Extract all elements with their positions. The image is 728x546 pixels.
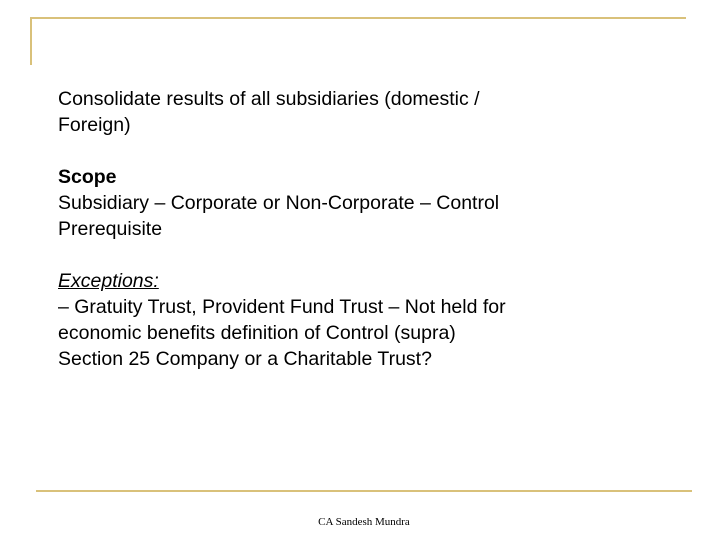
- scope-line-2: Prerequisite: [58, 218, 163, 240]
- scope-line-1: Subsidiary – Corporate or Non-Corporate – Control: [58, 192, 500, 214]
- exceptions-line-1: – Gratuity Trust, Provident Fund Trust – Not held for: [58, 296, 506, 318]
- footer-author: CA Sandesh Mundra: [318, 516, 410, 528]
- intro-line-2: Foreign): [58, 114, 131, 136]
- exceptions-heading: Exceptions:: [58, 270, 159, 292]
- intro-line-1: Consolidate results of all subsidiaries (domestic /: [58, 88, 480, 110]
- scope-heading: Scope: [58, 166, 117, 188]
- left-decorative-rule: [30, 17, 32, 65]
- exceptions-line-3: Section 25 Company or a Charitable Trust?: [58, 348, 432, 370]
- exceptions-line-2: economic benefits definition of Control (supra): [58, 322, 456, 344]
- top-decorative-rule: [30, 17, 686, 19]
- spacer: [58, 242, 658, 268]
- slide-body: [58, 86, 658, 372]
- exceptions-heading-wrap: [58, 268, 658, 294]
- bottom-decorative-rule: [36, 490, 692, 492]
- spacer: [58, 138, 658, 164]
